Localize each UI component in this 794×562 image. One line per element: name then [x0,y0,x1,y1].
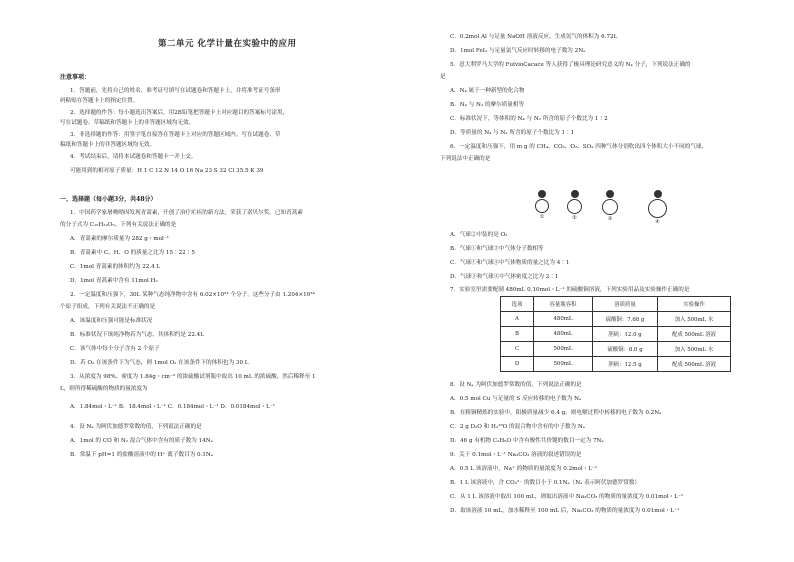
table-cell: 配成 500mL 溶液 [658,327,731,342]
balloon-knot [571,190,579,198]
text-line: D．1mol FeI₂ 与足量氯气反应时转移的电子数为 2Nₐ [450,48,586,54]
experiment-table [500,296,731,372]
section-heading: 一、选择题（每小题3分，共48分） [60,196,157,203]
table-row [501,342,731,357]
table-cell: 配成 500mL 溶液 [658,357,731,372]
table-row [501,327,731,342]
table-cell: 480mL [534,312,593,327]
text-line: 9．关于 0.1mol・L⁻¹ Na₂CO₃ 溶液的叙述错误的是 [450,452,582,458]
table-cell: B [501,327,534,342]
table-header-cell: 容量瓶容积 [534,297,593,312]
table-cell: 500mL [534,357,593,372]
text-line: 1．答题前，先将自己的姓名、准考证号填写在试题卷和答题卡上，并将准考证号条形 [70,88,281,94]
text-line: C．从 1 L 该溶液中取出 100 mL，则取出溶液中 Na₂CO₃ 的物质的量浓度为 0.01mol・L⁻¹ [450,494,684,500]
text-line: C．0.2mol Al 与足量 NaOH 溶液反应，生成氢气的体积为 6.72L [450,34,618,40]
text-line: 稿纸和答题卡上的非答题区域均无效。 [60,142,156,148]
text-line: D．等质量的 N₄ 与 N₂ 所含的原子个数比为 1∶1 [450,130,575,136]
table-cell: 胆矾：12.5 g [593,357,658,372]
right-column [440,0,794,562]
text-line: 2．选择题的作答：每小题选出答案后，用2B铅笔把答题卡上对应题目的答案标号涂黑， [70,110,289,116]
balloon-body [648,199,667,218]
text-line: B．青蒿素中 C、H、O 的质量之比为 15∶22∶5 [70,250,195,256]
table-cell: 500mL [534,342,593,357]
text-line: A．青蒿素的摩尔质量为 282 g・mol⁻¹ [70,236,170,242]
text-line: C．标准状况下，等体积的 N₄ 与 N₂ 所含的原子个数比为 1∶2 [450,116,608,122]
balloon-label: ② [572,215,577,221]
text-line: B．气球①和气球③中气体分子数相等 [450,246,544,252]
balloon-4 [648,190,667,225]
text-line: 是 [440,74,446,80]
text-line: 个原子组成，下列有关说法不正确的是 [60,304,156,310]
table-row [501,357,731,372]
balloon-body [602,199,618,215]
balloon-body [567,199,582,214]
text-line: 码粘贴在答题卡上的指定位置。 [60,98,139,104]
text-line: A．1.84mol・L⁻¹ B．18.4mol・L⁻¹ C．0.184mol・L⁻¹ D．0.0184mol・L⁻¹ [70,404,275,410]
page-title: 第二单元 化学计量在实验中的应用 [158,39,297,49]
text-line: D．取该溶液 10 mL，加水稀释至 100 mL 后，Na₂CO₃ 的物质的量浓度为 0.01mol・L⁻¹ [450,508,680,514]
text-line: 1．中国药学家屠呦呦因发现青蒿素，开创了治疗疟疾的新方法，荣获了诺贝尔奖。已知青蒿素 [70,210,303,216]
balloon-label: ④ [655,219,660,225]
table-cell: 硫酸铜：7.68 g [593,312,658,327]
text-line: 写在试题卷、草稿纸和答题卡上的非答题区域均无效。 [60,120,195,126]
balloon-3 [602,190,618,222]
text-line: A．该温度和压强可能是标准状况 [70,318,153,324]
text-line: 4．考试结束后，请将本试题卷和答题卡一并上交。 [70,154,197,160]
table-cell: 胆矾：12.0 g [593,327,658,342]
text-line: B．常温下 pH=1 的盐酸溶液中的 H⁺ 离子数目为 0.1Nₐ [70,452,213,458]
text-line: D．若 O₂ 在该条件下为气态，则 1mol O₂ 在该条件下的体积也为 30 L [70,360,249,366]
text-line: L，则所得稀硫酸的物质的量浓度为 [60,386,148,392]
left-column [60,0,420,562]
text-line: D．46 g 有机物 C₂H₆O 中含有极性共价键的数目一定为 7Nₐ [450,438,604,444]
text-line: 的分子式为 C₁₅H₂₂O₅。下列有关说法正确的是 [60,222,177,228]
text-line: B．N₄ 与 N₂ 的摩尔质量相等 [450,102,525,108]
text-line: 4．设 Nₐ 为阿伏加德罗常数的值，下列说法正确的是 [70,424,202,430]
table-cell: 硫酸铜：8.0 g [593,342,658,357]
text-line: A．N₄ 属于一种新型的化合物 [450,88,525,94]
text-line: B．1 L 该溶液中，含 CO₃²⁻ 的数目小于 0.1Nₐ（Nₐ 表示阿伏加德罗常数） [450,480,641,486]
text-line: 可能用到的相对原子质量：H 1 C 12 N 14 O 16 Na 23 S 32 Cl 35.5 K 39 [70,168,264,174]
text-line: C．该气体中每个分子含有 2 个原子 [70,346,160,352]
text-line: 6．一定温度和压强下，用 m g 的 CH₄、CO₂、O₂、SO₂ 四种气体分别吹出四个体积大小不同的气球， [450,144,708,150]
text-line: A．气球②中装的是 O₂ [450,232,508,238]
text-line: 3．从浓度为 98%、密度为 1.84g・cm⁻³ 的浓硫酸试剂瓶中取出 10 mL 的浓硫酸，然后稀释至 1 [70,374,316,380]
text-line: D．气球③和气球④中气体密度之比为 2∶1 [450,274,559,280]
text-line: B．标准状况下该纯净物若为气态，其体积约是 22.4L [70,332,204,338]
text-line: 3．非选择题的作答：用签字笔直接答在答题卡上对应的答题区域内。写在试题卷、草 [70,132,281,138]
table-cell: 480mL [534,327,593,342]
text-line: 下列说法中正确的是 [440,156,491,162]
table-cell: 加入 500mL 水 [658,312,731,327]
text-line: 7．实验室里需要配制 480mL 0.10mol・L⁻¹ 的硫酸铜溶液，下列实验用品及实验操作正确的是 [450,287,690,293]
balloon-knot [606,190,614,198]
balloon-body [535,199,549,213]
table-cell: C [501,342,534,357]
balloon-knot [538,190,546,198]
text-line: 8．设 Nₐ 为阿伏加德罗常数的值，下列说法正确的是 [450,382,582,388]
table-header-cell: 溶质质量 [593,297,658,312]
balloon-1 [535,190,549,220]
text-line: A．0.5 mol Cu 与足量的 S 反应转移的电子数为 Nₐ [450,396,582,402]
text-line: A．0.5 L 该溶液中，Na⁺ 的物质的量浓度为 0.2mol・L⁻¹ [450,466,598,472]
table-cell: D [501,357,534,372]
table-header-row [501,297,731,312]
text-line: B．在粗铜精炼的实验中，阳极质量减少 6.4 g，则电解过程中转移的电子数为 0.2Nₐ [450,410,662,416]
table-cell: A [501,312,534,327]
table-header-cell: 选项 [501,297,534,312]
table-header-cell: 实验操作 [658,297,731,312]
table-row [501,312,731,327]
text-line: 5．意大利罗马大学的 FulvioCacace 等人获得了极具理论研究意义的 N₄ 分子，下列说法正确的 [450,62,691,68]
text-line: C．气球①和气球④中气体物质的量之比为 4∶1 [450,260,570,266]
table-cell: 加入 500mL 水 [658,342,731,357]
balloon-figure [535,190,775,225]
balloon-2 [567,190,582,221]
balloon-label: ③ [607,216,613,222]
section-heading: 注意事项： [60,74,91,81]
text-line: 2．一定温度和压强下，30L 某种气态纯净物中含有 6.02×10²³ 个分子，这些分子由 1.204×10²⁴ [70,292,315,298]
balloon-knot [654,190,662,198]
text-line: C．1mol 青蒿素的体积约为 22.4 L [70,264,161,270]
text-line: C．2 g D₂O 和 H₂¹⁸O 的混合物中含有的中子数为 Nₐ [450,424,585,430]
text-line: A．1mol 的 CO 和 N₂ 混合气体中含有的质子数为 14Nₐ [70,438,213,444]
text-line: D．1mol 青蒿素中含有 11mol H₂ [70,278,158,284]
balloon-label: ① [539,214,545,220]
